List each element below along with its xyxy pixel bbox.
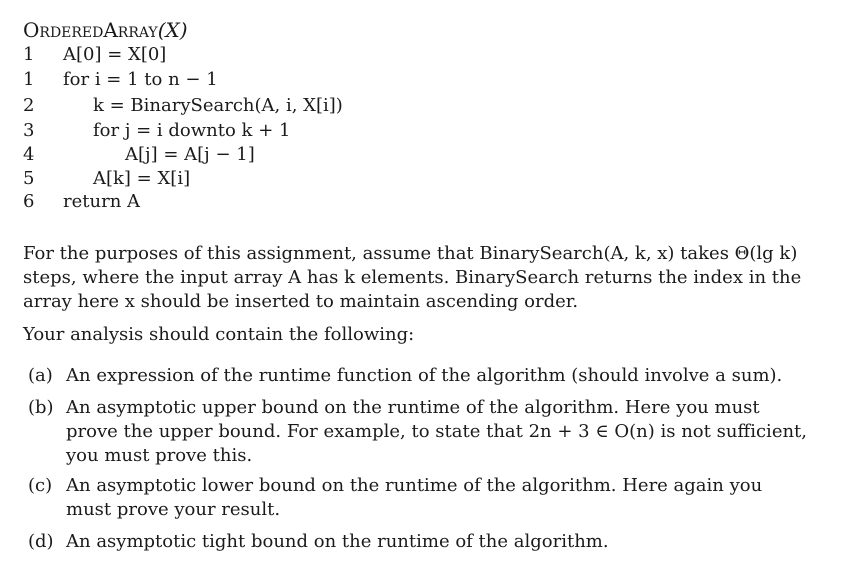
item-label: (a): [28, 365, 53, 386]
item-text: An expression of the runtime function of the algorithm (should involve a sum).: [66, 365, 783, 386]
line-number: 5: [23, 168, 35, 189]
code-statement: for i = 1 to n − 1: [63, 69, 218, 90]
line-number: 4: [23, 144, 35, 165]
algorithm-title: [23, 18, 188, 42]
algorithm-name: OrderedArray: [23, 18, 158, 42]
analysis-heading: Your analysis should contain the following:: [23, 324, 415, 345]
line-number: 1: [23, 69, 35, 90]
algorithm-param: (X): [157, 18, 188, 42]
item-label: (c): [28, 475, 53, 496]
code-statement: return A: [63, 191, 141, 212]
line-number: 2: [23, 95, 35, 116]
code-statement: A[k] = X[i]: [93, 168, 191, 189]
item-label: (d): [28, 531, 54, 552]
code-statement: k = BinarySearch(A, i, X[i]): [93, 95, 343, 116]
item-label: (b): [28, 397, 54, 418]
code-statement: A[0] = X[0]: [63, 44, 167, 65]
item-text: An asymptotic upper bound on the runtime of the algorithm. Here you must prove the upper bound. For example, to state that 2n + 3 ∈ O(n) is not sufficient, you must prove this.: [66, 397, 808, 466]
item-text: An asymptotic tight bound on the runtime of the algorithm.: [66, 531, 609, 552]
code-statement: for j = i downto k + 1: [93, 120, 291, 141]
line-number: 1: [23, 44, 35, 65]
line-number: 6: [23, 191, 35, 212]
assignment-intro: For the purposes of this assignment, assume that BinarySearch(A, k, x) takes Θ(lg k) steps, where the input array A has k elements. BinarySearch returns the index in the array here x should be inserted to maintain ascending order.: [23, 243, 802, 312]
item-text: An asymptotic lower bound on the runtime of the algorithm. Here again you must prove your result.: [66, 475, 763, 520]
line-number: 3: [23, 120, 35, 141]
code-statement: A[j] = A[j − 1]: [125, 144, 255, 165]
